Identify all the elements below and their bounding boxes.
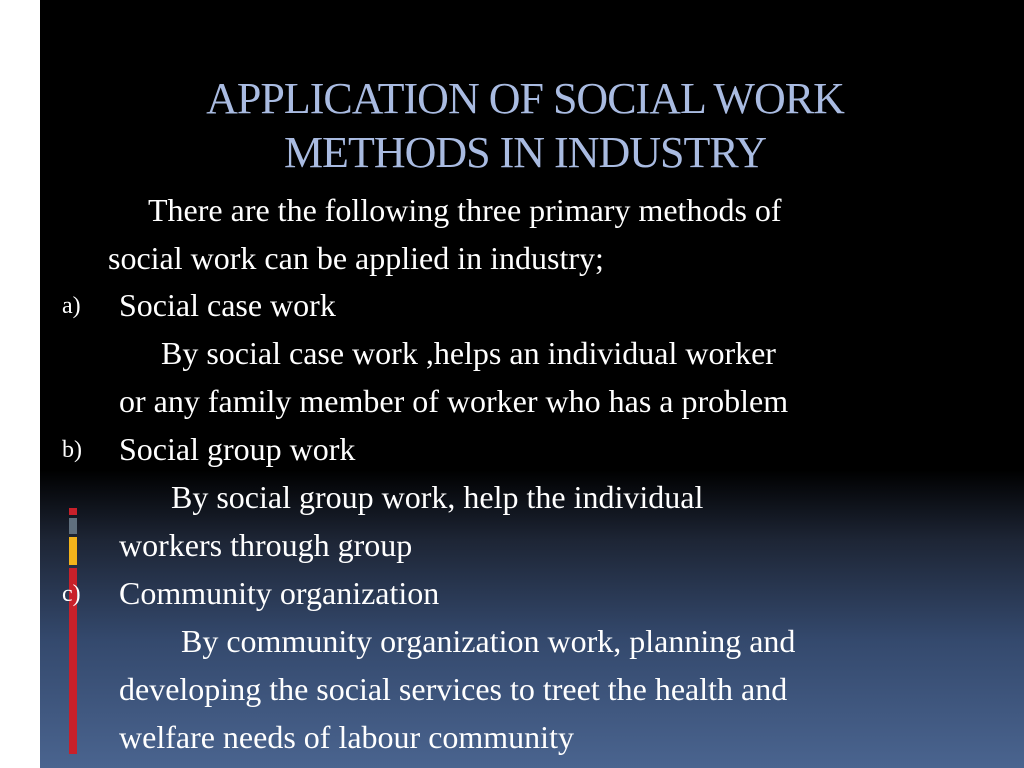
slide-title-line-2: METHODS IN INDUSTRY [283,128,767,177]
accent-bar-red-small [69,508,77,515]
list-marker-a: a) [62,293,81,319]
method-heading-community-organization: Community organization [119,575,440,611]
method-description-community-organization-line-1: By community organization work, planning and [181,623,796,659]
method-description-community-organization-line-3: welfare needs of labour community [119,719,574,755]
slide-title-line-1: APPLICATION OF SOCIAL WORK [206,74,844,123]
method-description-group-work-line-2: workers through group [119,527,413,563]
list-marker-b: b) [62,437,82,463]
method-heading-group-work: Social group work [119,431,356,467]
accent-bar-gray [69,518,77,534]
accent-bar-gold [69,537,77,565]
slide-canvas [40,0,1024,768]
intro-line-1: There are the following three primary methods of [148,192,782,228]
method-description-case-work-line-2: or any family member of worker who has a problem [119,383,789,419]
intro-line-2: social work can be applied in industry; [108,240,604,276]
list-marker-c: c) [62,581,81,607]
slide-title [100,72,950,180]
method-description-group-work-line-1: By social group work, help the individual [171,479,704,515]
method-heading-case-work: Social case work [119,287,336,323]
method-description-community-organization-line-2: developing the social services to treet the health and [119,671,788,707]
method-description-case-work-line-1: By social case work ,helps an individual worker [161,335,776,371]
left-margin-strip [0,0,40,768]
